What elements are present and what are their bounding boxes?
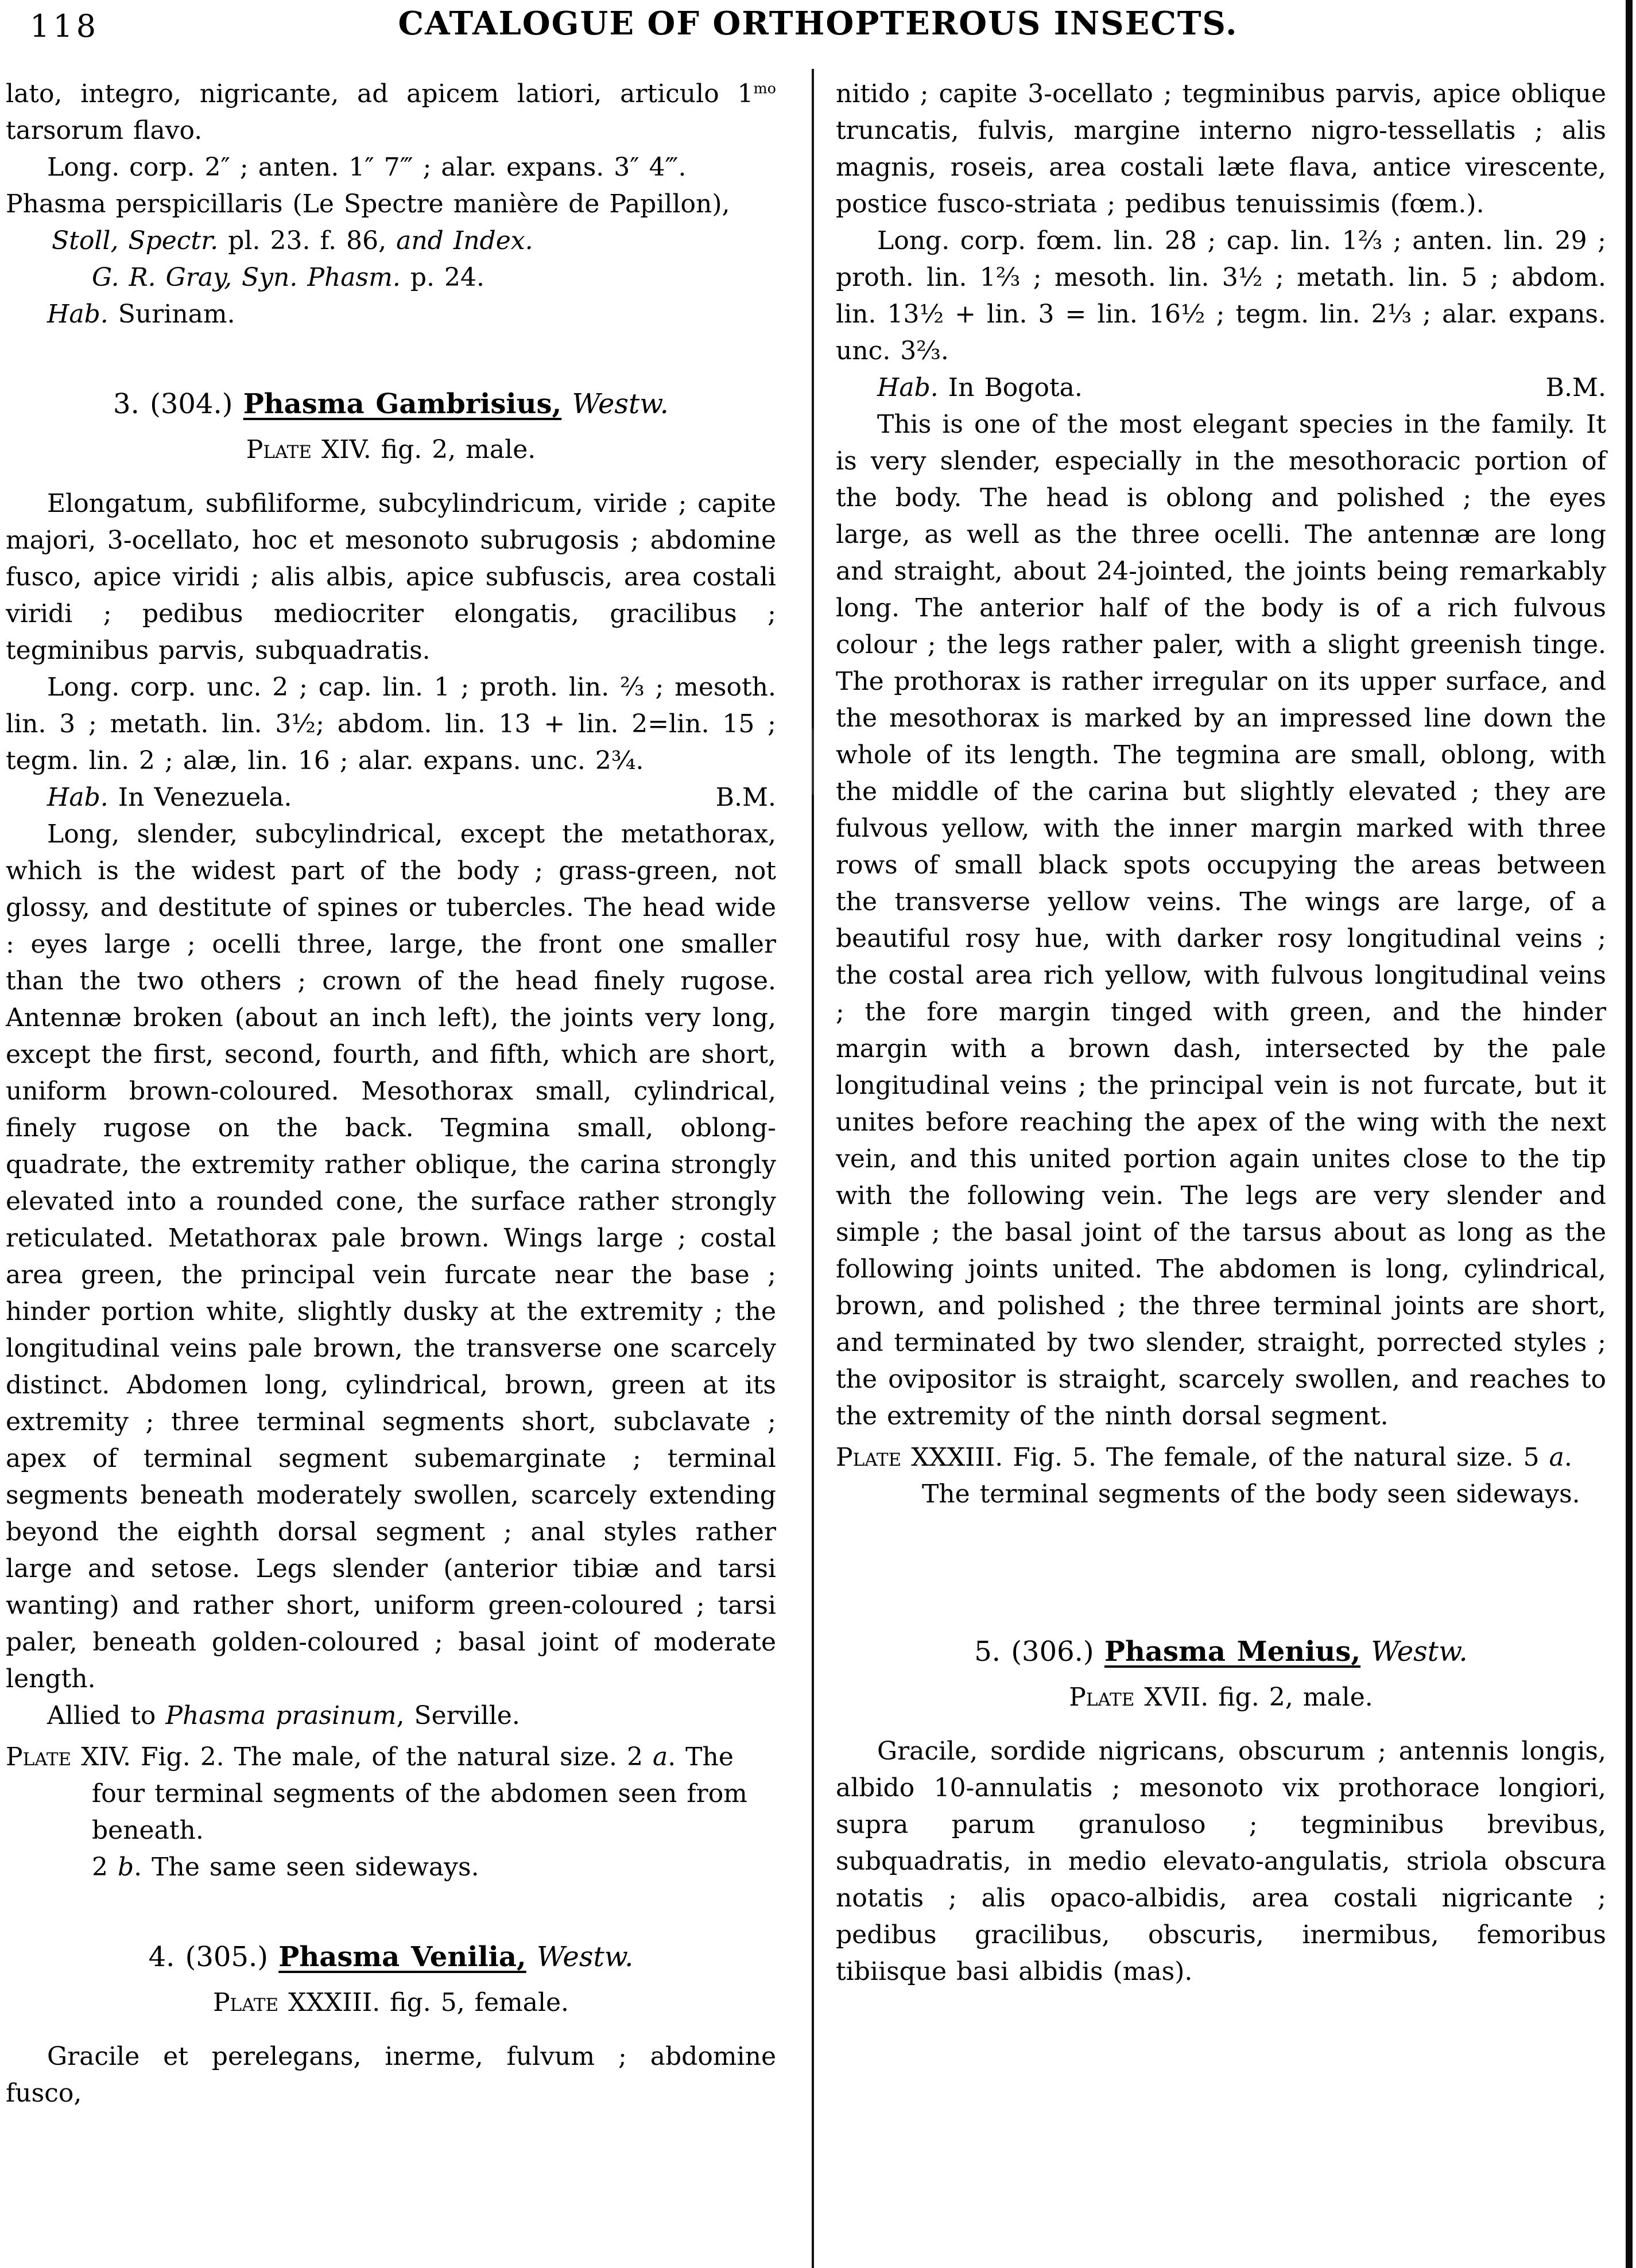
species-heading-304: 3. (304.) Phasma Gambrisius, Westw. <box>113 388 669 420</box>
plate-caption-line: Plate XIV. fig. 2, male. <box>246 435 536 464</box>
continuation-latin-paragraph: lato, integro, nigricante, ad apicem latiori, articulo $1^{mo}$ tarsorum flavo. <box>6 79 776 145</box>
species-heading-305: 4. (305.) Phasma Venilia, Westw. <box>148 1941 634 1973</box>
species-heading-306: 5. (306.) Phasma Menius, Westw. <box>974 1636 1468 1668</box>
habitat-line: Hab. In Venezuela. B.M. <box>6 779 776 816</box>
latin-diagnosis-start: Gracile et perelegans, inerme, fulvum ; abdomine fusco, <box>6 2042 776 2108</box>
allied-note: Allied to Phasma prasinum, Serville. <box>47 1701 520 1730</box>
plate-caption-line: Plate XVII. fig. 2, male. <box>1069 1683 1373 1712</box>
habitat-line: Hab. In Bogota. B.M. <box>836 370 1606 406</box>
continuation-latin-paragraph: nitido ; capite 3-ocellato ; tegminibus parvis, apice oblique truncatis, fulvis, margine interno nigro-tessellatis ; alis magnis, roseis, area costali læte flava, antice virescente, postice fusco-striata ; pedibus tenuissimis (fœm.). <box>836 79 1606 219</box>
plate-description: Plate XXXIII. Fig. 5. The female, of the natural size. 5 a. The terminal segments of the body seen sideways. <box>836 1443 1580 1509</box>
left-column <box>6 76 776 2112</box>
measurements-paragraph: Long. corp. fœm. lin. 28 ; cap. lin. 1⅔ ; anten. lin. 29 ; proth. lin. 1⅔ ; mesoth. lin. 3½ ; metath. lin. 5 ; abdom. lin. 13½ + lin. 3 = lin. 16½ ; tegm. lin. 2⅓ ; alar. expans. unc. 3⅔. <box>836 226 1606 366</box>
latin-diagnosis: Gracile, sordide nigricans, obscurum ; antennis longis, albido 10-annulatis ; mesonoto vix prothorace longiori, supra parum granuloso ; tegminibus brevibus, subquadratis, in medio elevato-angulatis, striola obscura notatis ; alis opaco-albidis, area costali nigricante ; pedibus gracilibus, obscuris, inermibus, femoribus tibiisque basi albidis (mas). <box>836 1737 1606 1986</box>
running-title: CATALOGUE OF ORTHOPTEROUS INSECTS. <box>398 5 1238 42</box>
plate-caption-line: Plate XXXIII. fig. 5, female. <box>212 1988 569 2017</box>
synonym-reference-line-2: Stoll, Spectr. pl. 23. f. 86, and Index. <box>52 226 533 255</box>
museum-mark: B.M. <box>1545 373 1606 402</box>
english-description: This is one of the most elegant species in the family. It is very slender, especially in the mesothoracic portion of the body. The head is oblong and polished ; the eyes large, as well as the three ocelli. The antennæ are long and straight, about 24-jointed, the joints being remarkably long. The anterior half of the body is of a rich fulvous colour ; the legs rather paler, with a slight greenish tinge. The prothorax is rather irregular on its upper surface, and the mesothorax is marked by an impressed line down the whole of its length. The tegmina are small, oblong, with the middle of the carina but slightly elevated ; they are fulvous yellow, with the inner margin marked with three rows of small black spots occupying the areas between the transverse yellow veins. The wings are large, of a beautiful rosy hue, with darker rosy longitudinal veins ; the costal area rich yellow, with fulvous longitudinal veins ; the fore margin tinged with green, and the hinder margin with a brown dash, intersected by the pale longitudinal veins ; the principal vein is not furcate, but it unites before reaching the apex of the wing with the next vein, and this united portion again unites close to the tip with the following vein. The legs are very slender and simple ; the basal joint of the tarsus about as long as the following joints united. The abdomen is long, cylindrical, brown, and polished ; the three terminal joints are short, and terminated by two slender, straight, porrected styles ; the ovipositor is straight, scarcely swollen, and reaches to the extremity of the ninth dorsal segment. <box>836 410 1606 1431</box>
latin-diagnosis: Elongatum, subfiliforme, subcylindricum, viride ; capite majori, 3-ocellato, hoc et mesonoto subrugosis ; abdomine fusco, apice viridi ; alis albis, apice subfuscis, area costali viridi ; pedibus mediocriter elongatis, gracilibus ; tegminibus parvis, subquadratis. <box>6 489 776 665</box>
habitat-line: Hab. Surinam. <box>47 300 235 329</box>
scan-edge-line <box>1626 0 1633 2268</box>
english-description: Long, slender, subcylindrical, except the metathorax, which is the widest part of the body ; grass-green, not glossy, and destitute of spines or tubercles. The head wide : eyes large ; ocelli three, large, the front one smaller than the two others ; crown of the head finely rugose. Antennæ broken (about an inch left), the joints very long, except the first, second, fourth, and fifth, which are short, uniform brown-coloured. Mesothorax small, cylindrical, finely rugose on the back. Tegmina small, oblong-quadrate, the extremity rather oblique, the carina strongly elevated into a rounded cone, the surface rather strongly reticulated. Metathorax pale brown. Wings large ; costal area green, the principal vein furcate near the base ; hinder portion white, slightly dusky at the extremity ; the longitudinal veins pale brown, the transverse one scarcely distinct. Abdomen long, cylindrical, brown, green at its extremity ; three terminal segments short, subclavate ; apex of terminal segment subemarginate ; terminal segments beneath moderately swollen, scarcely extending beyond the eighth dorsal segment ; anal styles rather large and setose. Legs slender (anterior tibiæ and tarsi wanting) and rather short, uniform green-coloured ; tarsi paler, beneath golden-coloured ; basal joint of moderate length. <box>6 820 776 1694</box>
measurements-line: Long. corp. 2″ ; anten. 1″ 7‴ ; alar. expans. 3″ 4‴. <box>47 153 687 182</box>
plate-description: Plate XIV. Fig. 2. The male, of the natural size. 2 a. The four terminal segments of the abdomen seen from beneath. 2 b. The same seen sideways. <box>6 1742 747 1882</box>
page-number: 118 <box>30 8 100 44</box>
synonym-reference-line-3: G. R. Gray, Syn. Phasm. p. 24. <box>92 263 484 292</box>
text-columns <box>6 76 1606 2112</box>
measurements-paragraph: Long. corp. unc. 2 ; cap. lin. 1 ; proth. lin. ⅔ ; mesoth. lin. 3 ; metath. lin. 3½; abdom. lin. 13 + lin. 2=lin. 15 ; tegm. lin. 2 ; alæ, lin. 16 ; alar. expans. unc. 2¾. <box>6 673 776 775</box>
column-divider-rule <box>812 69 814 2268</box>
right-column <box>836 76 1606 2112</box>
synonym-reference-line-1: Phasma perspicillaris (Le Spectre manière de Papillon), <box>6 189 730 219</box>
museum-mark: B.M. <box>715 783 776 812</box>
